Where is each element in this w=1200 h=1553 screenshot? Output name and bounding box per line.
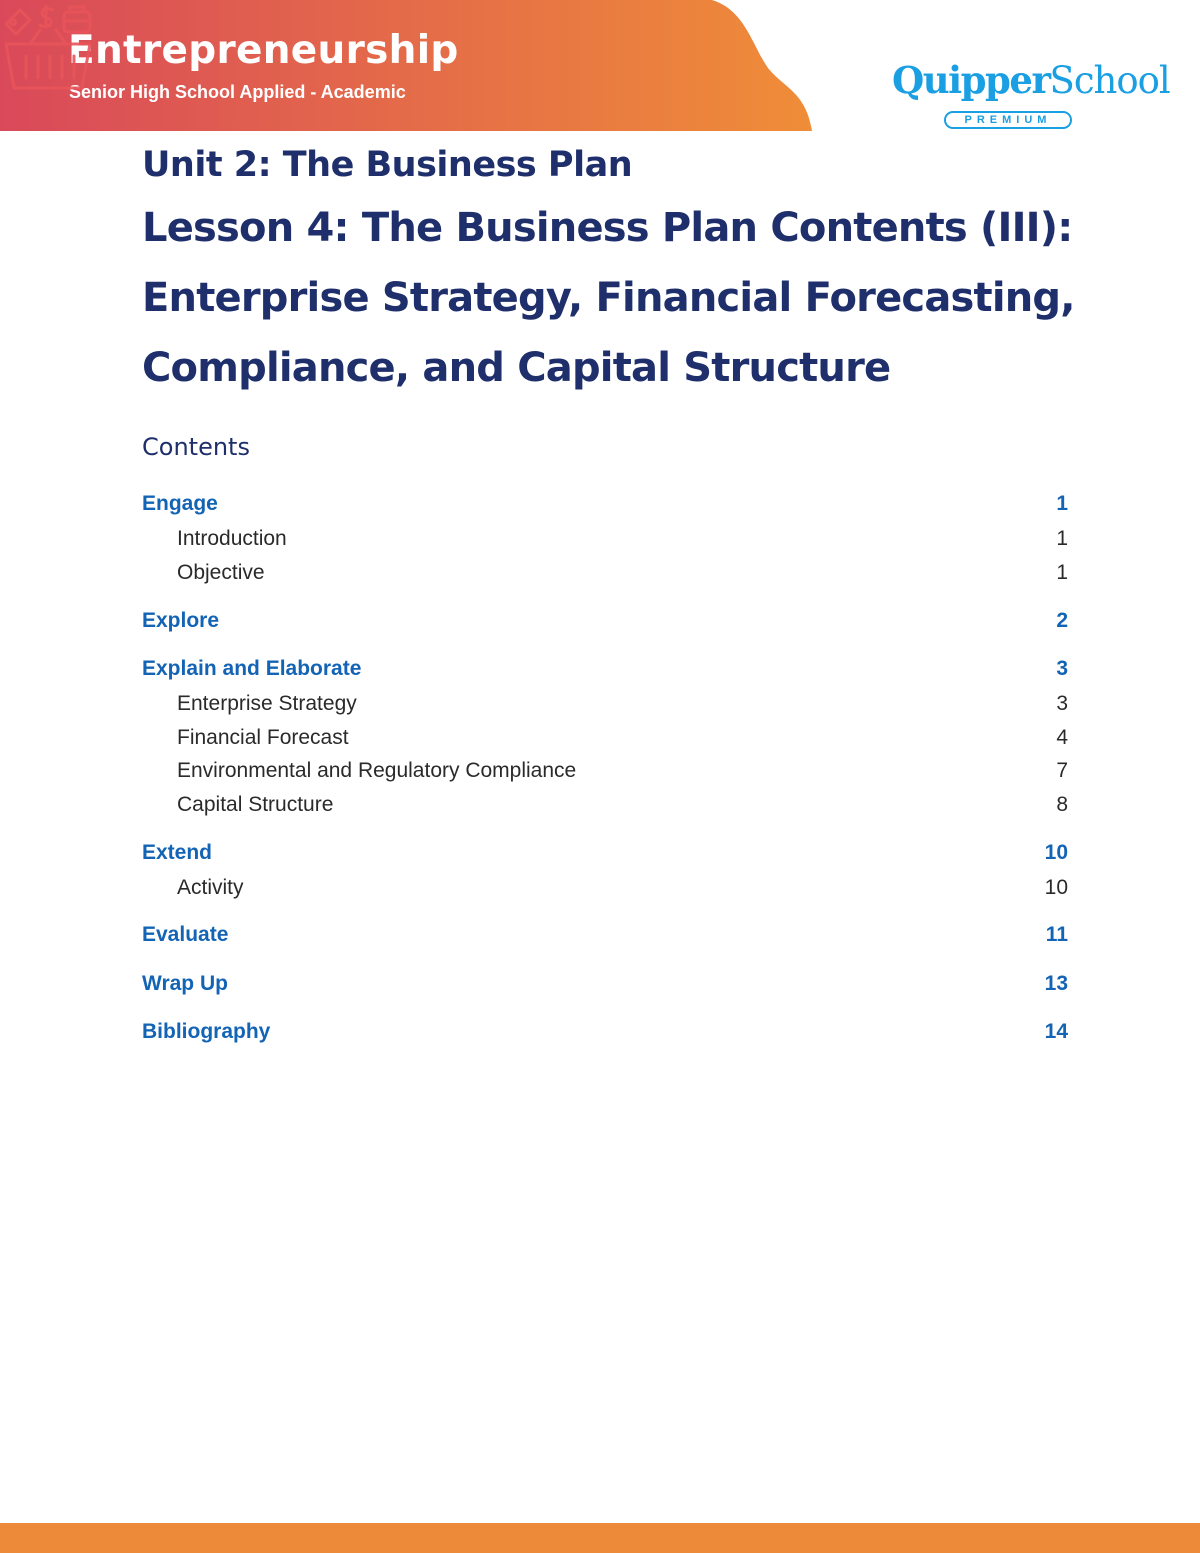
- lesson-title-line-3: Compliance, and Capital Structure: [142, 345, 891, 391]
- toc-subsection-entry[interactable]: [142, 790, 1068, 820]
- toc-entry-label: Introduction: [177, 527, 287, 550]
- toc-subsection-entry[interactable]: [142, 689, 1068, 719]
- toc-entry-label: Objective: [177, 561, 265, 584]
- toc-entry-label: Capital Structure: [177, 793, 334, 816]
- toc-subsection-entry[interactable]: [142, 558, 1068, 588]
- toc-section-entry[interactable]: [142, 489, 1068, 519]
- toc-subsection-entry[interactable]: [142, 873, 1068, 903]
- toc-entry-page-number: 8: [1056, 793, 1068, 816]
- toc-entry-page-number: 10: [1044, 876, 1068, 899]
- footer-bar: [0, 1523, 1200, 1553]
- toc-section-entry[interactable]: [142, 654, 1068, 684]
- unit-title: Unit 2: The Business Plan: [142, 145, 633, 185]
- toc-section-entry[interactable]: [142, 920, 1068, 950]
- toc-entry-page-number: 1: [1056, 527, 1068, 550]
- toc-entry-page-number: 2: [1056, 609, 1068, 632]
- toc-section-entry[interactable]: [142, 838, 1068, 868]
- toc-subsection-entry[interactable]: [142, 524, 1068, 554]
- course-level: Senior High School Applied - Academic: [69, 82, 406, 102]
- logo-name-regular: School: [1049, 59, 1170, 102]
- logo-name-bold: Quipper: [892, 58, 1050, 102]
- toc-section-entry[interactable]: [142, 1017, 1068, 1047]
- toc-entry-page-number: 14: [1044, 1020, 1068, 1043]
- toc-entry-page-number: 1: [1056, 492, 1068, 515]
- toc-entry-label: Financial Forecast: [177, 726, 349, 749]
- toc-entry-page-number: 7: [1056, 759, 1068, 782]
- toc-entry-page-number: 3: [1056, 657, 1068, 680]
- toc-entry-page-number: 4: [1056, 726, 1068, 749]
- toc-entry-label: Explore: [142, 609, 220, 632]
- toc-entry-label: Wrap Up: [142, 972, 228, 995]
- premium-badge: PREMIUM: [944, 111, 1072, 129]
- toc-entry-label: Engage: [142, 492, 218, 515]
- toc-entry-label: Environmental and Regulatory Compliance: [177, 759, 577, 782]
- toc-entry-page-number: 13: [1044, 972, 1068, 995]
- toc-entry-page-number: 3: [1056, 692, 1068, 715]
- toc-entry-page-number: 1: [1056, 561, 1068, 584]
- toc-entry-label: Explain and Elaborate: [142, 657, 362, 680]
- toc-entry-label: Enterprise Strategy: [177, 692, 357, 715]
- toc-entry-page-number: 10: [1044, 841, 1068, 864]
- toc-entry-page-number: 11: [1045, 923, 1068, 946]
- toc-section-entry[interactable]: [142, 969, 1068, 999]
- contents-heading: Contents: [142, 433, 250, 461]
- toc-entry-label: Evaluate: [142, 923, 229, 946]
- toc-subsection-entry[interactable]: [142, 723, 1068, 753]
- toc-entry-label: Activity: [177, 876, 244, 899]
- lesson-title-line-1: Lesson 4: The Business Plan Contents (III):: [142, 205, 1073, 251]
- toc-subsection-entry[interactable]: [142, 756, 1068, 786]
- lesson-title-line-2: Enterprise Strategy, Financial Forecasting,: [142, 275, 1075, 321]
- subject-title: Entrepreneurship: [68, 28, 459, 73]
- toc-entry-label: Bibliography: [142, 1020, 271, 1043]
- toc-entry-label: Extend: [142, 841, 213, 864]
- toc-section-entry[interactable]: [142, 606, 1068, 636]
